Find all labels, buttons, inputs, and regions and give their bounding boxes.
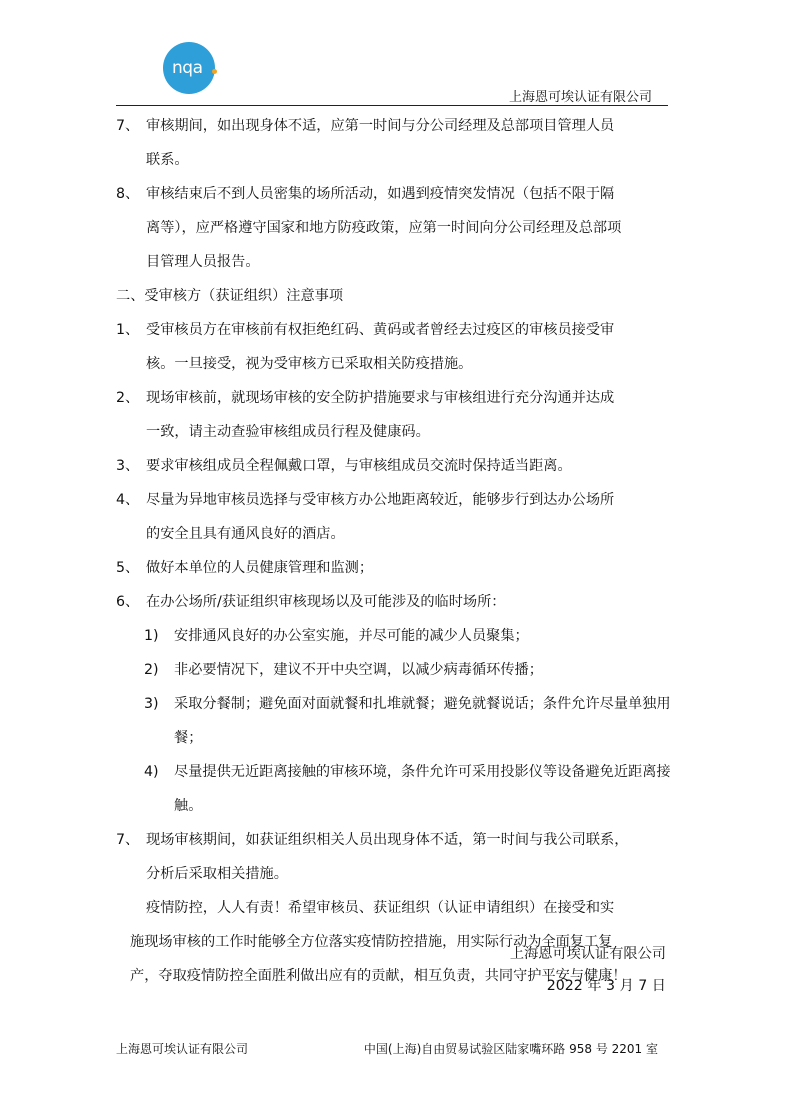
list-item [116,313,676,381]
item-text: 审核期间，如出现身体不适，应第一时间与分公司经理及总部项目管理人员 [146,118,615,134]
item-text: 现场审核期间，如获证组织相关人员出现身体不适，第一时间与我公司联系， [146,832,629,848]
item-number: 2) [144,662,159,678]
item-text: 非必要情况下，建议不开中央空调，以减少病毒循环传播； [174,662,543,678]
signature-date: 2022 年 3 月 7 日 [546,978,666,994]
item-number: 4) [144,764,159,780]
item-text-continued: 离等），应严格遵守国家和地方防疫政策，应第一时间向分公司经理及总部项 [146,220,622,236]
item-text: 安排通风良好的办公室实施，并尽可能的减少人员聚集； [174,628,529,644]
item-text: 采取分餐制；避免面对面就餐和扎堆就餐；避免就餐说话；条件允许尽 [174,696,614,712]
top-items [116,109,676,279]
item-text-continued: 量单独用餐； [174,696,671,746]
sub-item [116,755,676,823]
item-number: 7、 [116,832,140,848]
sub-item [116,653,676,687]
item-number: 2、 [116,390,140,406]
list-item [116,449,676,483]
item-text-continued: 一致，请主动查验审核组成员行程及健康码。 [146,424,430,440]
item-text: 要求审核组成员全程佩戴口罩，与审核组成员交流时保持适当距离。 [146,458,572,474]
item-text-continued: 分析后采取相关措施。 [146,866,288,882]
item-number: 7、 [116,118,140,134]
item-number: 1、 [116,322,140,338]
item-text-continued: 联系。 [146,152,189,168]
item-text-continued: 近距离接触。 [174,764,671,814]
signature-company: 上海恩可埃认证有限公司 [509,946,666,962]
list-item [116,109,676,177]
item-text: 现场审核前，就现场审核的安全防护措施要求与审核组进行充分沟通并达成 [146,390,615,406]
list-item [116,381,676,449]
list-item [116,823,676,891]
item-text-continued: 核。一旦接受，视为受审核方已采取相关防疫措施。 [146,356,473,372]
header-rule [116,105,668,106]
sub-item [116,619,676,653]
item-number: 3、 [116,458,140,474]
list-item [116,177,676,279]
sub-item [116,687,676,755]
item-text: 受审核员方在审核前有权拒绝红码、黄码或者曾经去过疫区的审核员接受审 [146,322,615,338]
item-number: 1) [144,628,159,644]
item-text-continued: 目管理人员报告。 [146,254,260,270]
section-2-title: 二、受审核方（获证组织）注意事项 [116,288,344,304]
section-2-items [116,313,676,619]
logo-dot [212,69,217,74]
list-item [116,585,676,619]
header-company: 上海恩可埃认证有限公司 [508,90,652,105]
footer-company: 上海恩可埃认证有限公司 [116,1042,249,1056]
item-text-continued: 的安全且具有通风良好的酒店。 [146,526,345,542]
document-body [116,109,676,993]
item-7b [116,823,676,891]
footer-address: 中国(上海)自由贸易试验区陆家嘴环路 958 号 2201 室 [363,1042,658,1056]
closing-line: 产，夺取疫情防控全面胜利做出应有的贡献，相互负责，共同守护平安与健康！ [130,968,627,984]
closing-line: 疫情防控，人人有责！希望审核员、获证组织（认证申请组织）在接受和实 [146,900,615,916]
item-number: 6、 [116,594,140,610]
item-number: 5、 [116,560,140,576]
item-text: 尽量提供无近距离接触的审核环境，条件允许可采用投影仪等设备避免 [174,764,614,780]
list-item [116,551,676,585]
item-text: 审核结束后不到人员密集的场所活动，如遇到疫情突发情况（包括不限于隔 [146,186,615,202]
item-number: 4、 [116,492,140,508]
item-number: 8、 [116,186,140,202]
list-item [116,483,676,551]
sub-items [116,619,676,823]
item-number: 3) [144,696,159,712]
item-text: 在办公场所/获证组织审核现场以及可能涉及的临时场所： [146,594,506,610]
item-text: 做好本单位的人员健康管理和监测； [146,560,374,576]
closing-line: 施现场审核的工作时能够全方位落实疫情防控措施，用实际行动为全面复工复 [130,934,613,950]
item-text: 尽量为异地审核员选择与受审核方办公地距离较近，能够步行到达办公场所 [146,492,615,508]
logo-text: nqa [172,58,203,78]
